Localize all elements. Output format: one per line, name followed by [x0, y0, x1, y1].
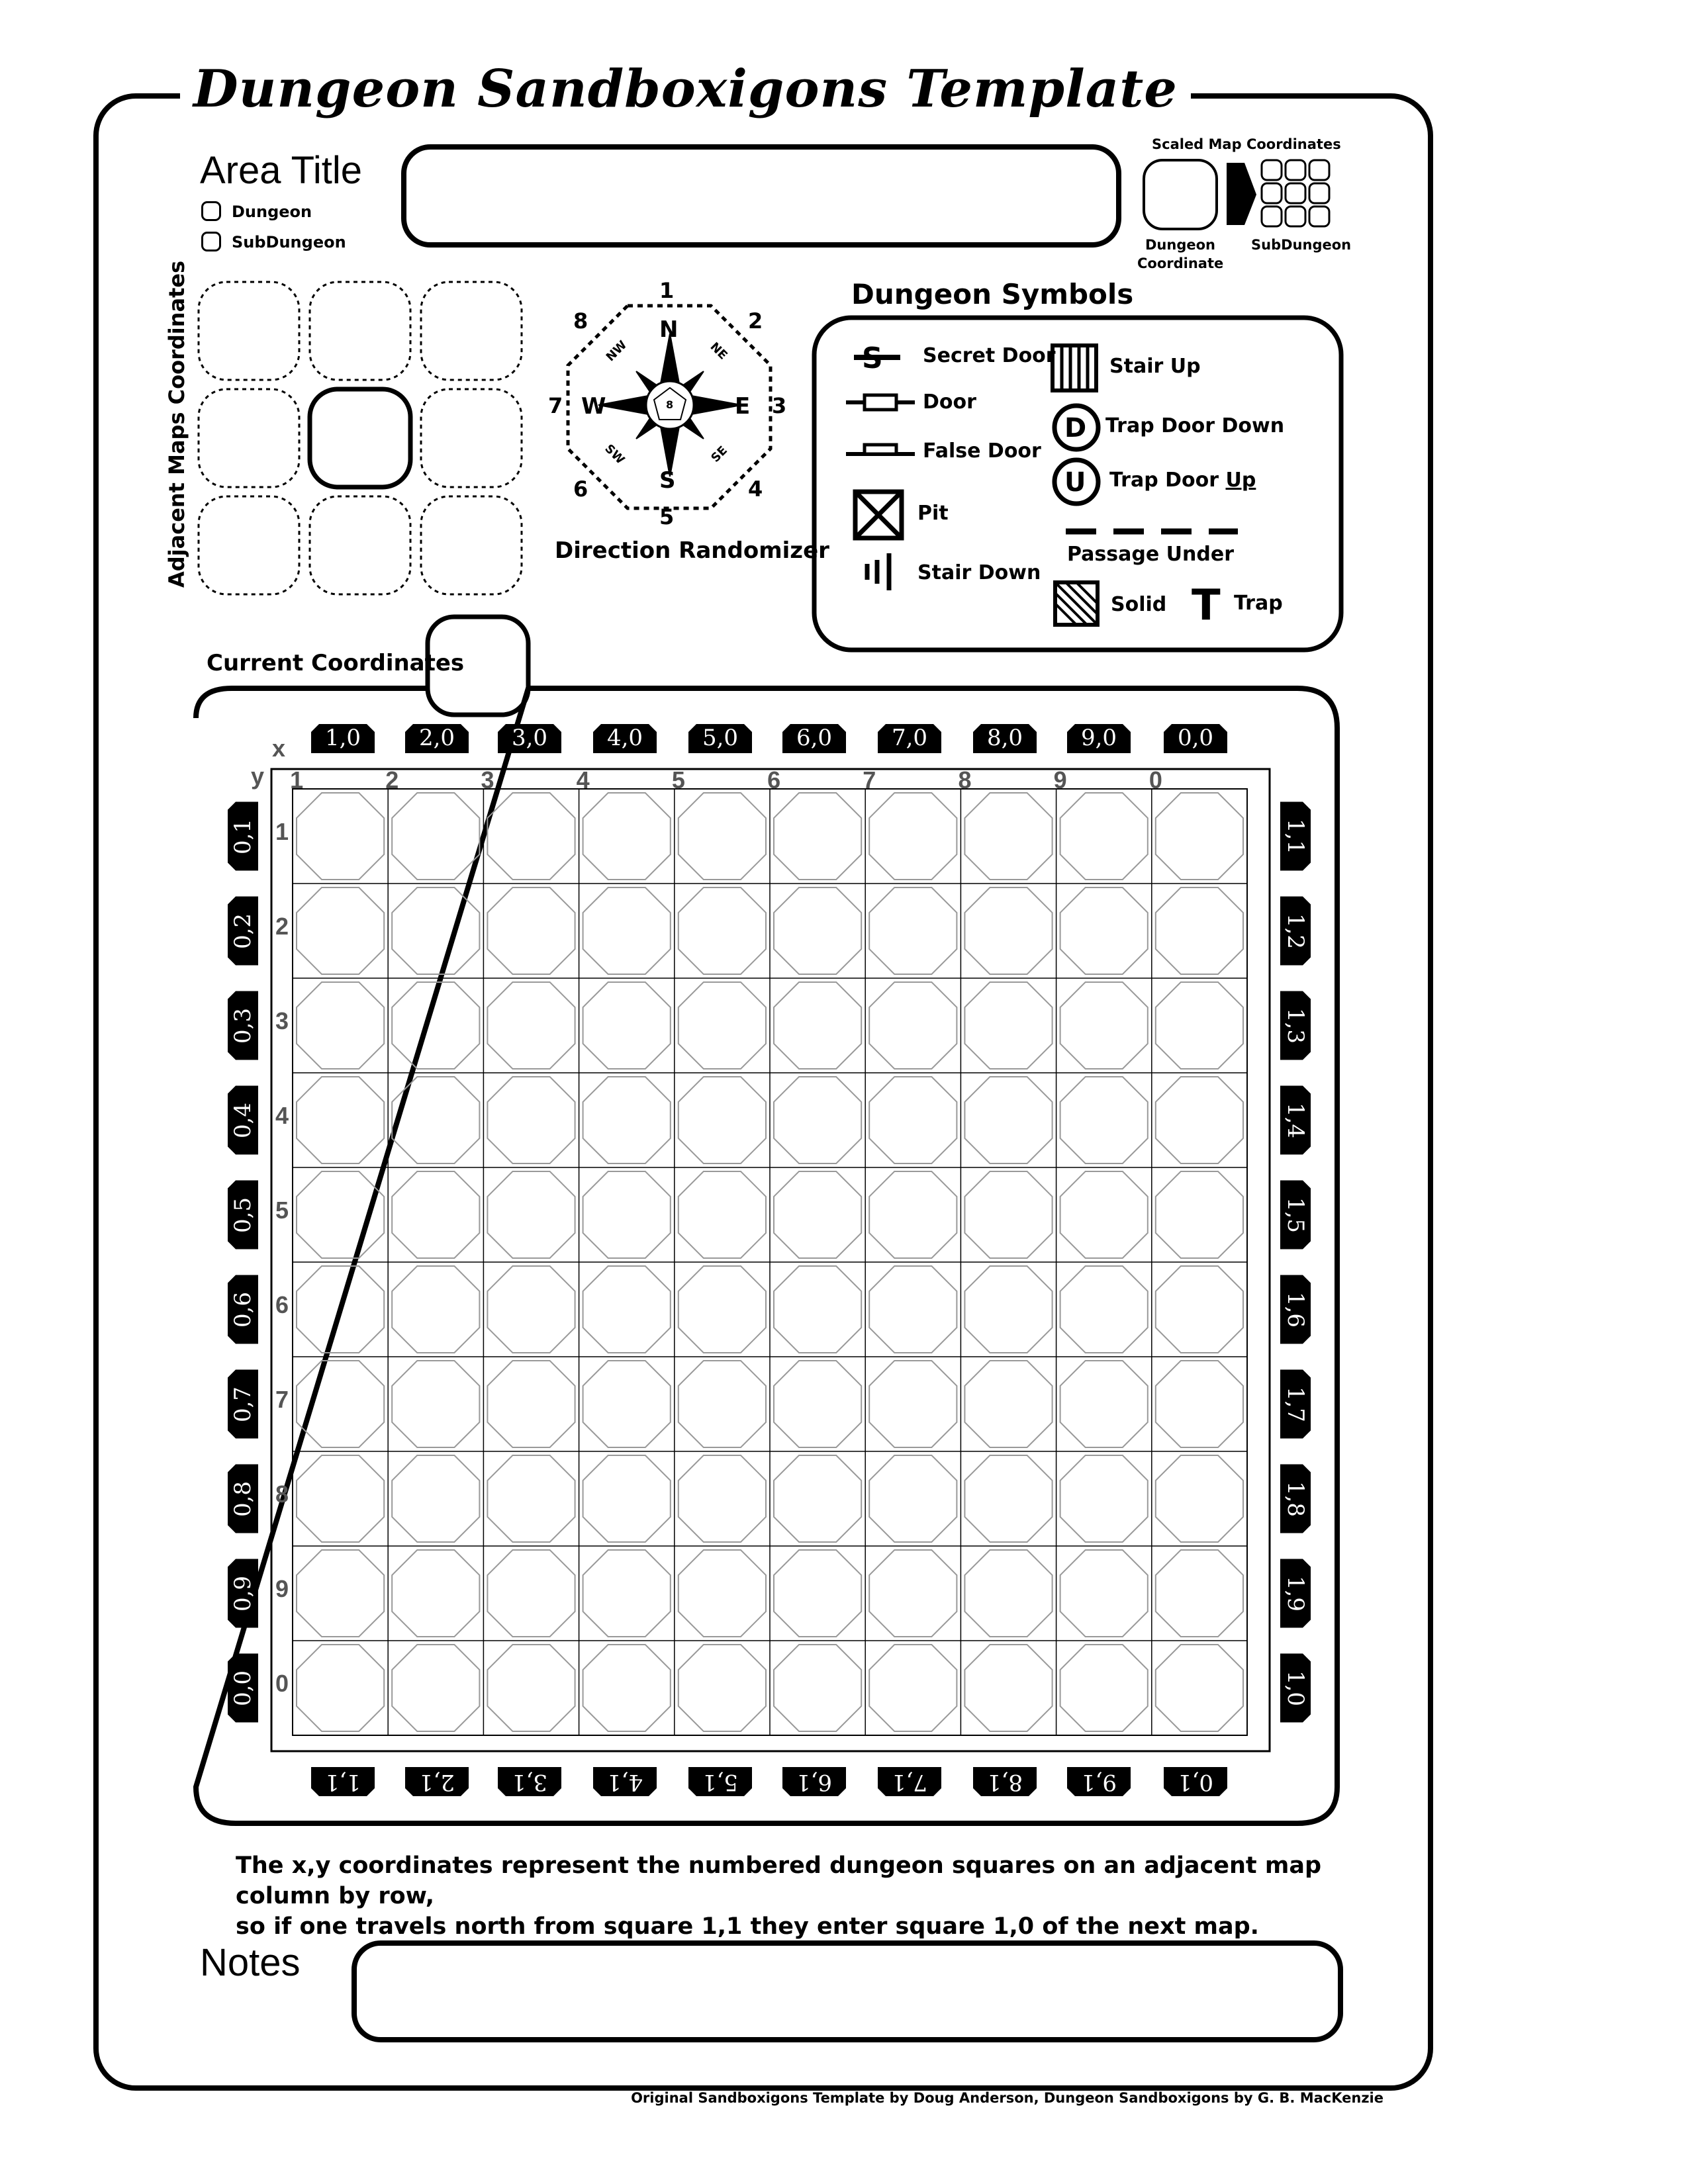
top-tag-label: 5,0 [702, 725, 739, 751]
left-tag-label: 0,8 [230, 1480, 256, 1517]
dungeon-square[interactable] [869, 1266, 957, 1353]
dungeon-square[interactable] [1156, 887, 1243, 974]
false-door-label: False Door [923, 439, 1041, 463]
top-tag-label: 6,0 [796, 725, 833, 751]
current-coordinates-label: Current Coordinates [207, 650, 465, 676]
dungeon-square[interactable] [1060, 1550, 1148, 1637]
dungeon-square[interactable] [1060, 1266, 1148, 1353]
dungeon-square[interactable] [1060, 1077, 1148, 1163]
dungeon-square[interactable] [583, 1171, 671, 1258]
compass-cardinal: S [659, 467, 676, 494]
dungeon-square[interactable] [583, 887, 671, 974]
right-tag-label: 1,3 [1282, 1007, 1309, 1044]
dungeon-square[interactable] [297, 1077, 384, 1163]
dungeon-square[interactable] [1060, 1171, 1148, 1258]
dungeon-square[interactable] [487, 1171, 575, 1258]
dungeon-square[interactable] [964, 1171, 1052, 1258]
dungeon-square[interactable] [583, 1266, 671, 1353]
dungeon-square[interactable] [583, 1077, 671, 1163]
dungeon-square[interactable] [487, 1077, 575, 1163]
dungeon-square[interactable] [487, 982, 575, 1069]
area-title-label: Area Title [200, 149, 362, 192]
dungeon-square[interactable] [774, 1266, 861, 1353]
dungeon-square[interactable] [774, 1645, 861, 1731]
dungeon-square[interactable] [583, 1361, 671, 1447]
dungeon-square[interactable] [774, 1361, 861, 1447]
explanation-line-2: so if one travels north from square 1,1 they enter square 1,0 of the next map. [236, 1913, 1259, 1940]
left-tag-label: 0,0 [230, 1670, 256, 1706]
adjacent-map-cell[interactable] [421, 282, 522, 380]
right-tag-label: 1,7 [1282, 1386, 1309, 1422]
row-number: 9 [275, 1574, 289, 1602]
bottom-tag-label: 6,1 [796, 1769, 833, 1796]
stair-up-label: Stair Up [1109, 355, 1201, 378]
bottom-tag-label: 1,1 [324, 1769, 361, 1796]
dungeon-square[interactable] [869, 982, 957, 1069]
passage-under-label: Passage Under [1067, 543, 1234, 566]
trap-door-up-letter: U [1064, 467, 1086, 498]
dungeon-square[interactable] [679, 1266, 766, 1353]
dungeon-square[interactable] [297, 793, 384, 880]
dungeon-square[interactable] [487, 887, 575, 974]
footer-credits: Original Sandboxigons Template by Doug Anderson, Dungeon Sandboxigons by G. B. MacKenzie [631, 2090, 1383, 2106]
compass-number: 8 [573, 308, 588, 334]
top-tag-label: 1,0 [324, 725, 361, 751]
arrow-right-icon [1227, 163, 1256, 225]
subdungeon-cell[interactable] [1262, 183, 1282, 203]
notes-label: Notes [200, 1941, 301, 1984]
compass-cardinal: E [735, 393, 751, 420]
subdungeon-cell[interactable] [1262, 160, 1282, 180]
secret-door-label: Secret Door [923, 344, 1056, 367]
subdungeon-cell[interactable] [1309, 160, 1329, 180]
dungeon-square[interactable] [1156, 1455, 1243, 1542]
dungeon-square[interactable] [1156, 1266, 1243, 1353]
right-tag-label: 1,8 [1282, 1480, 1309, 1517]
dungeon-square[interactable] [774, 1455, 861, 1542]
dungeon-square[interactable] [487, 1266, 575, 1353]
trap-door-down-letter: D [1064, 413, 1087, 443]
dungeon-square[interactable] [1156, 982, 1243, 1069]
dungeon-square[interactable] [583, 1550, 671, 1637]
column-number: 2 [385, 766, 399, 794]
dungeon-square[interactable] [964, 793, 1052, 880]
dungeon-square[interactable] [1060, 887, 1148, 974]
right-tag-label: 1,0 [1282, 1670, 1309, 1706]
notes-input-area[interactable] [361, 1950, 1334, 2033]
subdungeon-cell[interactable] [1286, 183, 1305, 203]
dungeon-symbols-heading: Dungeon Symbols [851, 278, 1134, 310]
door-label: Door [923, 390, 976, 414]
dungeon-square[interactable] [297, 982, 384, 1069]
top-tag-label: 7,0 [891, 725, 928, 751]
top-tag-label: 9,0 [1080, 725, 1117, 751]
adjacent-map-cell[interactable] [421, 389, 522, 487]
dungeon-square[interactable] [487, 1550, 575, 1637]
dungeon-square[interactable] [1060, 1455, 1148, 1542]
dungeon-square[interactable] [583, 1455, 671, 1542]
trap-icon: T [1192, 581, 1221, 630]
dungeon-square[interactable] [1156, 793, 1243, 880]
row-number: 2 [275, 912, 289, 940]
dungeon-square[interactable] [774, 1550, 861, 1637]
dungeon-square[interactable] [774, 982, 861, 1069]
dungeon-square[interactable] [679, 1077, 766, 1163]
dungeon-square[interactable] [679, 793, 766, 880]
subdungeon-cell[interactable] [1309, 183, 1329, 203]
dungeon-coordinate-label-1: Dungeon [1145, 237, 1215, 253]
bottom-tag-label: 4,1 [606, 1769, 643, 1796]
row-number: 4 [275, 1101, 289, 1129]
compass-intercardinal: NW [603, 338, 630, 365]
column-number: 6 [767, 766, 781, 794]
row-number: 8 [275, 1480, 289, 1508]
dungeon-square[interactable] [869, 1361, 957, 1447]
subdungeon-checkbox-label: SubDungeon [232, 233, 346, 251]
bottom-tag-label: 0,1 [1177, 1769, 1214, 1796]
dungeon-square[interactable] [1156, 1550, 1243, 1637]
left-tag-label: 0,5 [230, 1197, 256, 1233]
dungeon-square[interactable] [679, 887, 766, 974]
dungeon-square[interactable] [487, 1455, 575, 1542]
right-tag-label: 1,6 [1282, 1291, 1309, 1328]
x-axis-label: x [271, 735, 286, 762]
subdungeon-checkbox[interactable] [201, 232, 221, 251]
subdungeon-label: SubDungeon [1251, 237, 1352, 253]
map-grid-border [271, 769, 1270, 1751]
trap-door-down-label: Trap Door Down [1105, 414, 1285, 437]
dungeon-grid [293, 789, 1247, 1735]
subdungeon-cell[interactable] [1309, 206, 1329, 226]
dungeon-square[interactable] [392, 1266, 479, 1353]
subdungeon-cell[interactable] [1286, 160, 1305, 180]
right-tag-label: 1,2 [1282, 913, 1309, 949]
column-number: 5 [671, 766, 685, 794]
right-tag-label: 1,9 [1282, 1575, 1309, 1612]
subdungeon-mini-grid [1262, 160, 1329, 226]
trap-door-up-prefix: Trap Door [1109, 469, 1226, 492]
dungeon-square[interactable] [679, 982, 766, 1069]
bottom-tag-label: 9,1 [1080, 1769, 1117, 1796]
column-number: 4 [576, 766, 590, 794]
adjacent-map-cell[interactable] [310, 282, 410, 380]
compass-number: 3 [772, 393, 787, 418]
dungeon-square[interactable] [869, 793, 957, 880]
compass-number: 4 [748, 477, 763, 502]
dungeon-square[interactable] [679, 1455, 766, 1542]
dungeon-square[interactable] [964, 1550, 1052, 1637]
dungeon-checkbox-label: Dungeon [232, 203, 312, 221]
row-number: 3 [275, 1007, 289, 1034]
row-number: 5 [275, 1196, 289, 1224]
dungeon-square[interactable] [392, 1171, 479, 1258]
scaled-map-heading: Scaled Map Coordinates [1152, 136, 1341, 152]
row-number: 6 [275, 1291, 289, 1318]
dungeon-square[interactable] [679, 1361, 766, 1447]
dungeon-square[interactable] [392, 1550, 479, 1637]
bottom-tag-label: 7,1 [891, 1769, 928, 1796]
dungeon-square[interactable] [1156, 1077, 1243, 1163]
right-tag-label: 1,4 [1282, 1102, 1309, 1138]
left-tag-label: 0,6 [230, 1291, 256, 1328]
dungeon-square[interactable] [679, 1645, 766, 1731]
edge-coordinate-tags [228, 724, 1311, 1796]
dungeon-square[interactable] [1060, 982, 1148, 1069]
dungeon-square[interactable] [583, 1645, 671, 1731]
adjacent-maps-label: Adjacent Maps Coordinates [164, 260, 189, 588]
compass-cardinal: W [581, 393, 606, 420]
adjacent-map-center[interactable] [310, 389, 410, 487]
dungeon-square[interactable] [964, 1077, 1052, 1163]
y-axis-label: y [250, 762, 265, 790]
adjacent-map-cell[interactable] [199, 496, 299, 594]
adjacent-maps-grid [199, 282, 522, 594]
dungeon-square[interactable] [297, 887, 384, 974]
dungeon-square[interactable] [392, 1455, 479, 1542]
row-number: 7 [275, 1385, 289, 1413]
right-tag-label: 1,5 [1282, 1197, 1309, 1233]
dungeon-square[interactable] [1156, 1361, 1243, 1447]
dungeon-square[interactable] [774, 887, 861, 974]
bottom-tag-label: 3,1 [511, 1769, 548, 1796]
direction-randomizer-label: Direction Randomizer [555, 537, 829, 564]
dungeon-square[interactable] [392, 793, 479, 880]
dungeon-square[interactable] [774, 1171, 861, 1258]
dungeon-square[interactable] [869, 1550, 957, 1637]
top-tag-label: 4,0 [606, 725, 643, 751]
compass-number: 1 [659, 278, 675, 303]
column-number: 7 [863, 766, 876, 794]
left-tag-label: 0,7 [230, 1386, 256, 1422]
page-title: Dungeon Sandboxigons Template [180, 64, 1191, 115]
dungeon-square[interactable] [392, 1361, 479, 1447]
solid-label: Solid [1111, 593, 1167, 616]
top-tag-label: 8,0 [986, 725, 1023, 751]
dungeon-coordinate-box [1144, 160, 1217, 229]
dungeon-square[interactable] [583, 793, 671, 880]
trap-label: Trap [1234, 592, 1283, 615]
dungeon-coordinate-label-2: Coordinate [1137, 255, 1224, 271]
dungeon-square[interactable] [964, 1361, 1052, 1447]
top-tag-label: 2,0 [418, 725, 455, 751]
compass-number: 7 [548, 393, 563, 418]
adjacent-map-cell[interactable] [310, 496, 410, 594]
column-number: 8 [958, 766, 972, 794]
adjacent-map-cell[interactable] [199, 282, 299, 380]
dungeon-square[interactable] [1156, 1171, 1243, 1258]
bottom-tag-label: 8,1 [986, 1769, 1023, 1796]
dungeon-square[interactable] [869, 887, 957, 974]
dungeon-square[interactable] [1156, 1645, 1243, 1731]
compass-intercardinal: SW [602, 441, 628, 467]
bottom-tag-label: 5,1 [702, 1769, 739, 1796]
subdungeon-cell[interactable] [1262, 206, 1282, 226]
adjacent-map-cell[interactable] [421, 496, 522, 594]
left-tag-label: 0,3 [230, 1007, 256, 1044]
dungeon-square[interactable] [297, 1550, 384, 1637]
dungeon-square[interactable] [297, 1645, 384, 1731]
left-tag-label: 0,9 [230, 1575, 256, 1612]
dungeon-square[interactable] [869, 1455, 957, 1542]
dungeon-square[interactable] [869, 1645, 957, 1731]
dungeon-square[interactable] [679, 1171, 766, 1258]
compass-die-number: 8 [666, 398, 674, 411]
column-number: 3 [481, 766, 494, 794]
dungeon-square[interactable] [679, 1550, 766, 1637]
pit-label: Pit [917, 502, 949, 525]
trap-door-up-suffix: Up [1225, 469, 1256, 492]
bottom-tag-label: 2,1 [418, 1769, 455, 1796]
area-title-input-area[interactable] [410, 152, 1112, 240]
dungeon-square[interactable] [964, 1645, 1052, 1731]
dungeon-square[interactable] [487, 1645, 575, 1731]
dungeon-square[interactable] [774, 1077, 861, 1163]
dungeon-square[interactable] [964, 1455, 1052, 1542]
subdungeon-cell[interactable] [1286, 206, 1305, 226]
left-tag-label: 0,1 [230, 818, 256, 854]
top-tag-label: 3,0 [511, 725, 548, 751]
trap-door-up-label [1109, 469, 1256, 492]
column-number: 9 [1053, 766, 1067, 794]
dungeon-square[interactable] [964, 982, 1052, 1069]
column-number: 1 [290, 766, 304, 794]
column-number: 0 [1149, 766, 1162, 794]
compass-number: 2 [748, 308, 763, 334]
dungeon-checkbox[interactable] [201, 201, 221, 221]
dungeon-square[interactable] [392, 1645, 479, 1731]
dungeon-square[interactable] [869, 1077, 957, 1163]
compass-cardinal: N [659, 316, 679, 343]
dungeon-square[interactable] [964, 1266, 1052, 1353]
row-number: 0 [275, 1669, 289, 1697]
compass-number: 6 [573, 477, 588, 502]
left-tag-label: 0,2 [230, 913, 256, 949]
dungeon-square[interactable] [1060, 1361, 1148, 1447]
right-tag-label: 1,1 [1282, 818, 1309, 854]
explanation-line-1: The x,y coordinates represent the numbered dungeon squares on an adjacent map column by row, [236, 1852, 1321, 1909]
stair-down-label: Stair Down [917, 561, 1041, 584]
dungeon-square[interactable] [487, 793, 575, 880]
dungeon-square[interactable] [869, 1171, 957, 1258]
dungeon-square[interactable] [774, 793, 861, 880]
adjacent-map-cell[interactable] [199, 389, 299, 487]
dungeon-square[interactable] [964, 887, 1052, 974]
row-number: 1 [275, 817, 289, 845]
compass-intercardinal: NE [707, 340, 730, 363]
dungeon-square[interactable] [583, 982, 671, 1069]
dungeon-square[interactable] [1060, 1645, 1148, 1731]
compass-intercardinal: SE [708, 443, 730, 465]
svg-text:S: S [862, 341, 883, 375]
dungeon-square[interactable] [487, 1361, 575, 1447]
top-tag-label: 0,0 [1177, 725, 1214, 751]
dungeon-square[interactable] [1060, 793, 1148, 880]
left-tag-label: 0,4 [230, 1102, 256, 1138]
compass-number: 5 [659, 504, 675, 529]
dungeon-square[interactable] [297, 1455, 384, 1542]
explanation-text [236, 1850, 1361, 1942]
